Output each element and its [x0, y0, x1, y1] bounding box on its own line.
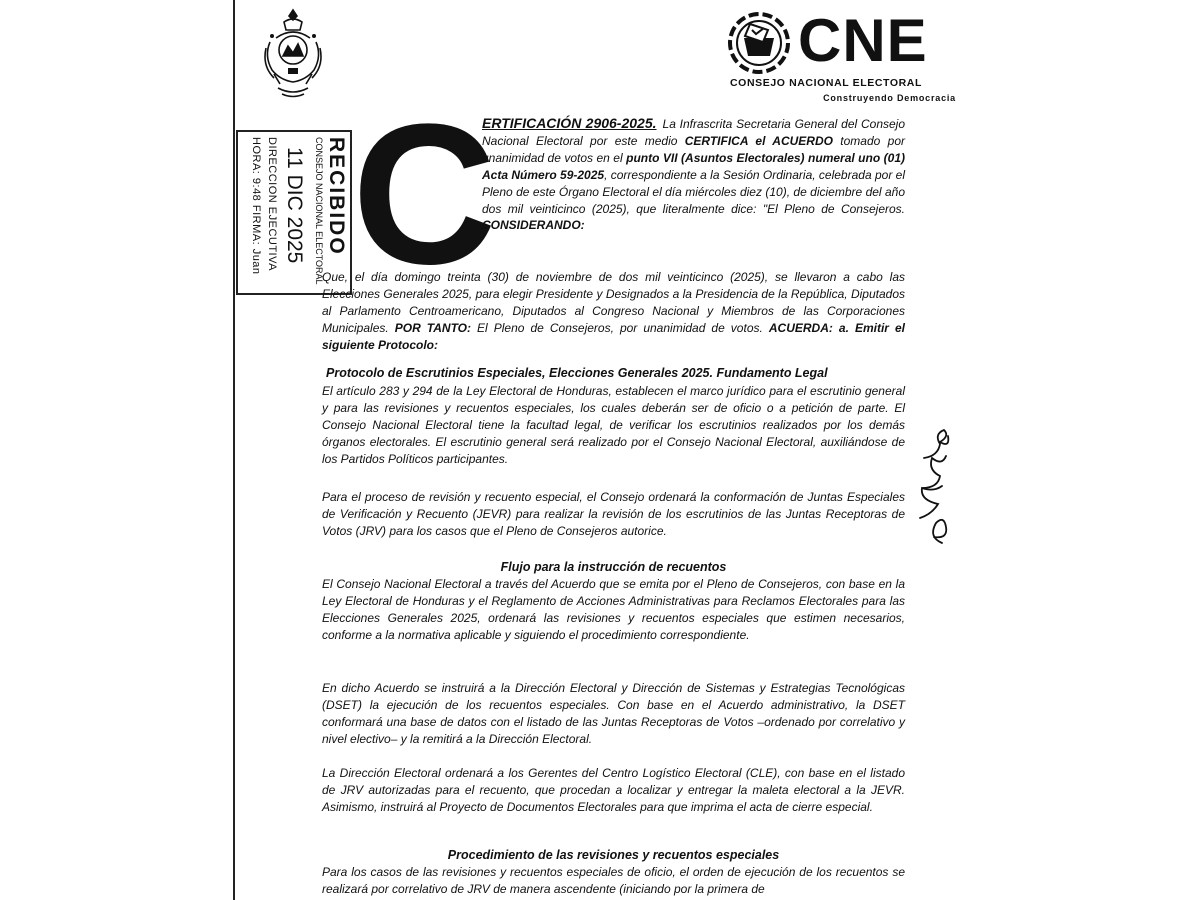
- paragraph-flujo-1: El Consejo Nacional Electoral a través del Acuerdo que se emita por el Pleno de Consejeros, con base en la Ley Electoral de Honduras y el Reglamento de Acciones Administrativas para Reclamos Electorales para las Elecciones Generales 2025, ordenará las revisiones y recuentos especiales que estimen necesarios, conforme a la normativa aplicable y siguiendo el procedimiento correspondiente.: [322, 577, 905, 642]
- logo-name: CONSEJO NACIONAL ELECTORAL: [730, 77, 922, 89]
- stamp-department: DIRECCION EJECUTIVA: [266, 136, 278, 271]
- ballot-box-icon: [728, 12, 790, 74]
- stamp-organization: CONSEJO NACIONAL ELECTORAL: [314, 136, 324, 285]
- paragraph-legal: El artículo 283 y 294 de la Ley Electoral de Honduras, establecen el marco jurídico para el escrutinio general y para las revisiones y recuentos especiales, los cuales deberán ser de oficio o a petición de parte. El Consejo Nacional Electoral tiene la facultad legal, de verificar los escrutinios realizados por los demás órganos electorales. El escrutinio general será realizado por el Consejo Nacional Electoral, auxiliándose de los Partidos Políticos participantes.: [322, 384, 905, 466]
- paragraph-procedimiento: Para los casos de las revisiones y recuentos especiales de oficio, el orden de ejecución de los recuentos se realizará por correlativo de JRV de manera ascendente (iniciando por la primera de: [322, 865, 905, 896]
- stamp-received: RECIBIDO: [325, 136, 348, 256]
- logo-slogan: Construyendo Democracia: [823, 93, 956, 103]
- page-edge: [233, 0, 235, 900]
- paragraph-flujo-2: En dicho Acuerdo se instruirá a la Dirección Electoral y Dirección de Sistemas y Estrategias Tecnológicas (DSET) la ejecución de los recuentos especiales. Con base en el Acuerdo administrativo, la DSET conformará una base de datos con el listado de las Juntas Receptoras de Votos –ordenado por correlativo y nivel electivo– y la remitirá a la Dirección Electoral.: [322, 681, 905, 746]
- stamp-hour: HORA: 9:48 FIRMA: Juan: [250, 136, 262, 275]
- paragraph-flujo-3: La Dirección Electoral ordenará a los Gerentes del Centro Logístico Electoral (CLE), con base en el listado de JRV autorizadas para el recuento, que procedan a localizar y entregar la maleta electoral a la JEVR. Asimismo, instruirá al Proyecto de Documentos Electorales para que imprima el acta de cierre especial.: [322, 766, 905, 814]
- heading-flujo: Flujo para la instrucción de recuentos: [500, 560, 727, 574]
- coat-of-arms-icon: [262, 8, 324, 100]
- cne-logo: [728, 7, 958, 107]
- paragraph-jevr: Para el proceso de revisión y recuento especial, el Consejo ordenará la conformación de Juntas Especiales de Verificación y Recuento (JEVR) para realizar la revisión de los escrutinios de las Juntas Receptoras de Votos (JRV) para los casos que el Pleno de Consejeros autorice.: [322, 490, 905, 538]
- stamp-date: 11 DIC 2025: [283, 146, 306, 263]
- certification-title: ERTIFICACIÓN 2906-2025.: [482, 115, 657, 131]
- section-title: Protocolo de Escrutinios Especiales, Elecciones Generales 2025. Fundamento Legal: [326, 366, 828, 380]
- logo-letters: CNE: [798, 7, 928, 74]
- certification-intro: ERTIFICACIÓN 2906-2025. La Infrascrita Secretaria General del Consejo Nacional Electoral por este medio CERTIFICA el ACUERDO tomado por unanimidad de votos en el punto VII (Asuntos Electorales) numeral uno (01) Acta Número 59-2025, correspondiente a la Sesión Ordinaria, celebrada por el Pleno de este Órgano Electoral el día miércoles diez (10), de diciembre del año dos mil veinticinco (2025), que literalmente dice: "El Pleno de Consejeros. CONSIDERANDO:: [482, 115, 906, 233]
- handwritten-signature: [912, 418, 954, 548]
- drop-cap: C: [352, 83, 497, 306]
- considerando-paragraph: Que, el día domingo treinta (30) de noviembre de dos mil veinticinco (2025), se llevaron a cabo las Elecciones Generales 2025, para elegir Presidente y Designados a la Presidencia de la República, Diputados al Parlamento Centroamericano, Diputados al Congreso Nacional y Miembros de las Corporaciones Municipales. POR TANTO: El Pleno de Consejeros, por unanimidad de votos. ACUERDA: a. Emitir el siguiente Protocolo:: [322, 270, 906, 352]
- heading-procedimiento: Procedimiento de las revisiones y recuentos especiales: [447, 848, 780, 862]
